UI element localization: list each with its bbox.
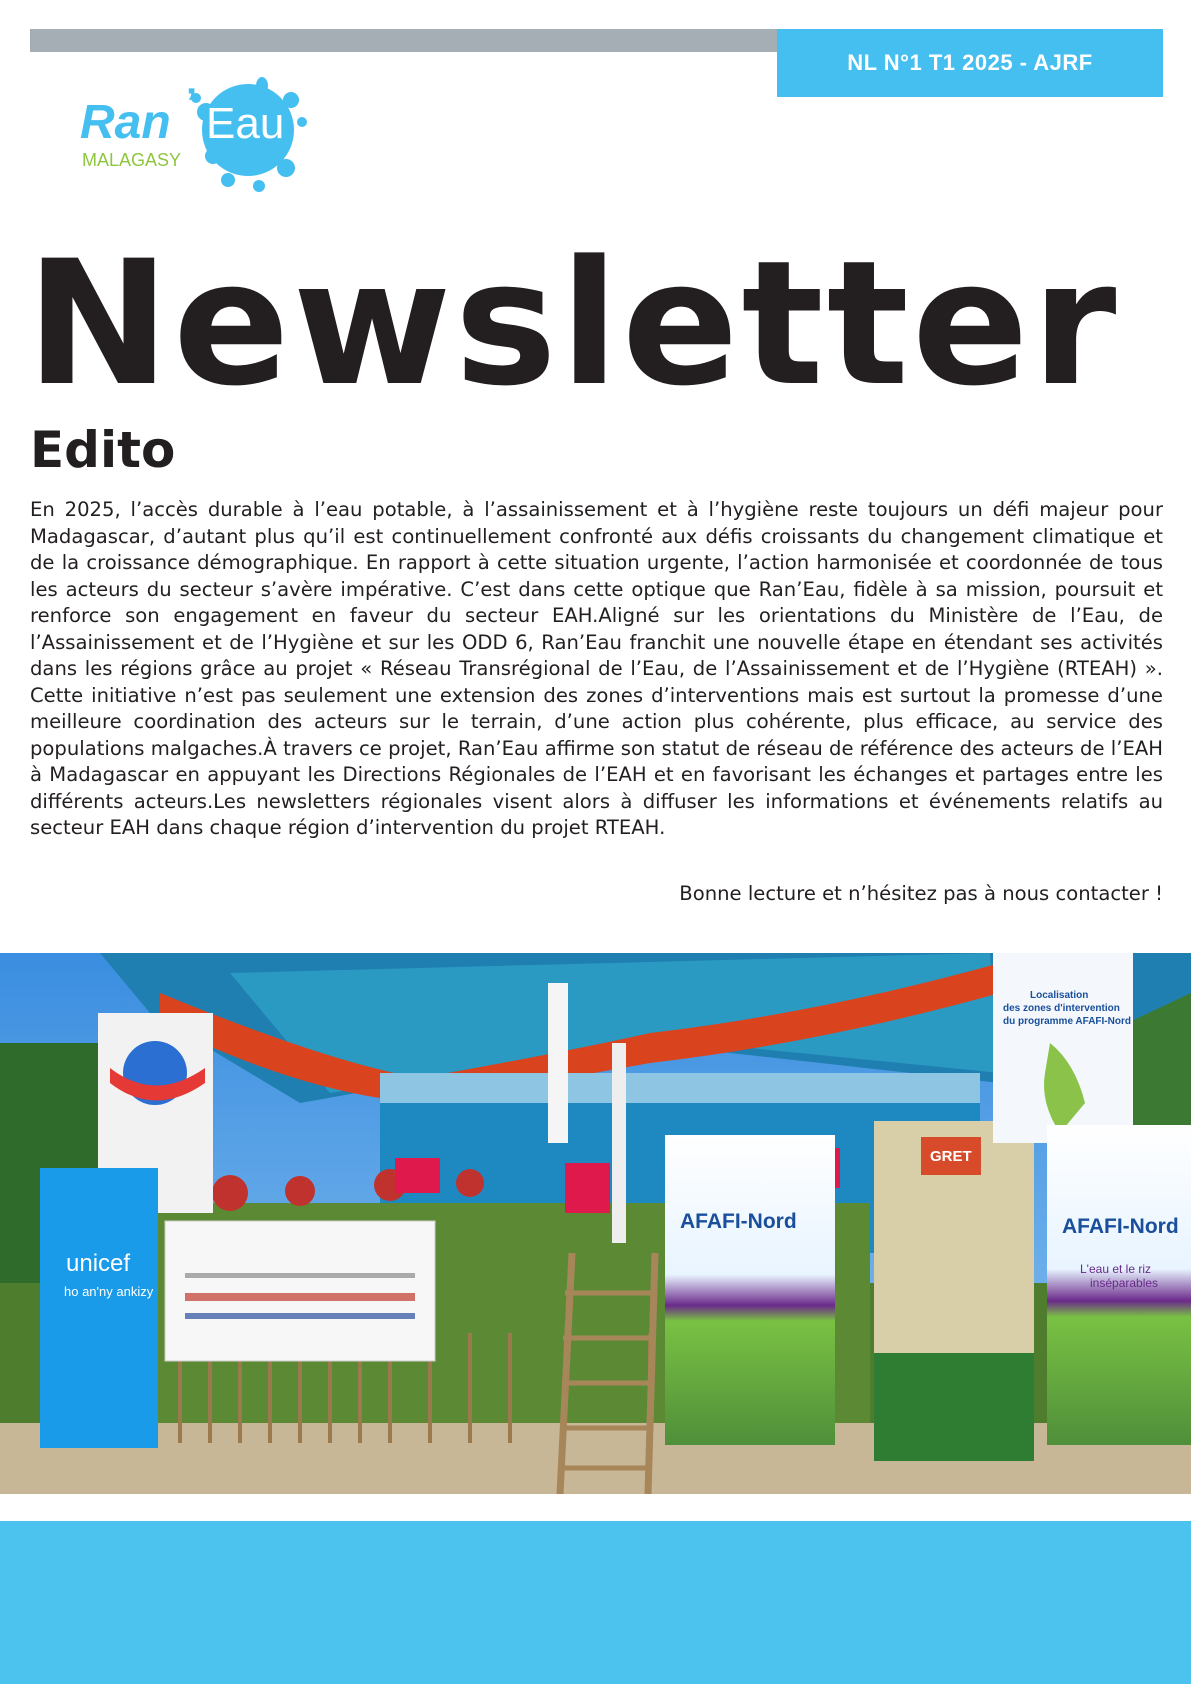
footer-bar <box>0 1521 1191 1684</box>
logo-name-part2: Eau <box>206 99 285 148</box>
afafi-slogan-1: L'eau et le riz <box>1080 1262 1151 1276</box>
header-grey-bar <box>30 29 780 52</box>
afafi-slogan-2: inséparables <box>1090 1276 1159 1290</box>
map-caption-3: du programme AFAFI-Nord <box>1003 1016 1131 1027</box>
event-photo <box>0 953 1191 1494</box>
map-caption-2: des zones d'intervention <box>1003 1003 1120 1014</box>
afafi-banner-left-label: AFAFI-Nord <box>680 1210 797 1233</box>
gret-label: GRET <box>930 1148 972 1165</box>
page-title: Newsletter <box>26 223 1120 424</box>
issue-label: NL N°1 T1 2025 - AJRF <box>847 50 1093 75</box>
signoff-text: Bonne lecture et n’hésitez pas à nous contacter ! <box>679 882 1163 905</box>
issue-badge <box>777 29 1163 97</box>
unicef-banner-tagline: ho an'ny ankizy <box>64 1284 154 1299</box>
section-heading: Edito <box>30 421 176 479</box>
map-caption-1: Localisation <box>1030 990 1089 1001</box>
unicef-banner-label: unicef <box>66 1250 131 1277</box>
edito-paragraph: En 2025, l’accès durable à l’eau potable, à l’assainissement et à l’hygiène reste toujours un défi majeur pour Madagascar, d’autant plus qu’il est continuellement confronté aux défis croissants du changement climatique et de la croissance démographique. En rapport à cette situation urgente, l’action harmonisée et coordonnée de tous les acteurs du secteur s’avère impérative. C’est dans cette optique que Ran’Eau, fidèle à sa mission, poursuit et renforce son engagement en faveur du secteur EAH.Aligné sur les orientations du Ministère de l’Eau, de l’Assainissement et de l’Hygiène et sur les ODD 6, Ran’Eau franchit une nouvelle étape en étendant ses activités dans les régions grâce au projet « Réseau Transrégional de l’Eau, de l’Assainissement et de l’Hygiène (RTEAH) ». Cette initiative n’est pas seulement une extension des zones d’interventions mais est surtout la promesse d’une meilleure coordination des acteurs sur le terrain, d’une action plus cohérente, plus efficace, au service des populations malgaches.À travers ce projet, Ran’Eau affirme son statut de réseau de référence des acteurs de l’EAH à Madagascar en appuyant les Directions Régionales de l’EAH et en favorisant les échanges et partages entre les différents acteurs.Les newsletters régionales visent alors à diffuser les informations et événements relatifs au secteur EAH dans chaque région d’intervention du projet RTEAH. <box>30 498 1163 839</box>
logo-name-part1: Ran <box>80 96 171 149</box>
raneau-logo <box>78 72 318 202</box>
logo-apostrophe: ’ <box>186 81 198 125</box>
afafi-banner-right-label: AFAFI-Nord <box>1062 1215 1179 1238</box>
logo-country: MALAGASY <box>82 150 182 170</box>
